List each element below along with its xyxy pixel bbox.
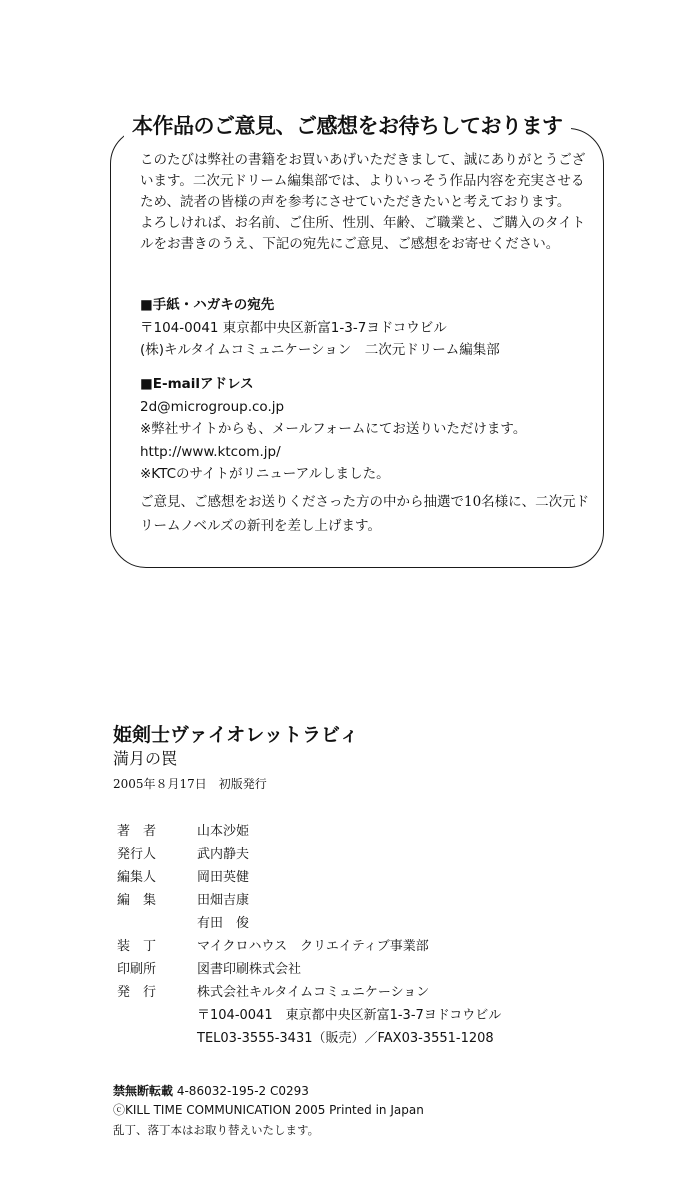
credit-label: 装 丁 xyxy=(117,939,157,954)
copyright: ⓒKILL TIME COMMUNICATION 2005 Printed in Japan xyxy=(113,1103,424,1117)
credit-row xyxy=(117,843,501,866)
email-note-form: ※弊社サイトからも、メールフォームにてお送りいただけます。 xyxy=(140,421,527,437)
isbn-line xyxy=(113,1082,424,1101)
mail-section xyxy=(140,294,500,362)
credit-row xyxy=(117,912,501,935)
credit-value: 〒104-0041 東京都中央区新富1-3-7ヨドコウビル xyxy=(197,1008,502,1023)
feedback-intro xyxy=(140,150,590,255)
credit-label: 編 集 xyxy=(117,893,157,908)
email-address: 2d@microgroup.co.jp xyxy=(140,398,285,415)
credit-label: 発 行 xyxy=(117,985,157,1000)
errata-note: 乱丁、落丁本はお取り替えいたします。 xyxy=(113,1123,320,1137)
email-section xyxy=(140,373,526,486)
credit-row xyxy=(117,958,501,981)
credit-label: 編集人 xyxy=(117,870,157,885)
credit-label xyxy=(117,1004,197,1027)
book-title: 姫剣士ヴァイオレットラビィ xyxy=(113,724,359,746)
credit-value: 田畑吉康 xyxy=(197,893,250,908)
mail-recipient: (株)キルタイムコミュニケーション 二次元ドリーム編集部 xyxy=(140,342,500,358)
credit-label xyxy=(117,1027,197,1050)
credit-value: 武内静夫 xyxy=(197,847,250,862)
publication-date: 2005年８月17日 初版発行 xyxy=(113,777,267,791)
credit-value: 岡田英健 xyxy=(197,870,250,885)
email-note-renewal: ※KTCのサイトがリニューアルしました。 xyxy=(140,466,390,482)
credits-list xyxy=(117,820,501,1050)
credit-value: 図書印刷株式会社 xyxy=(197,962,302,977)
credit-row xyxy=(117,1004,501,1027)
credit-row xyxy=(117,889,501,912)
mail-address: 〒104-0041 東京都中央区新富1-3-7ヨドコウビル xyxy=(140,319,447,336)
intro-paragraph-2: よろしければ、お名前、ご住所、性別、年齢、ご職業と、ご購入のタイトルをお書きのうえ、下記の宛先にご意見、ご感想をお寄せください。 xyxy=(140,215,586,252)
credit-value: マイクロハウス クリエイティブ事業部 xyxy=(197,939,429,954)
no-reprint-label: 禁無断転載 xyxy=(113,1084,174,1098)
credit-row xyxy=(117,866,501,889)
credit-value: 株式会社キルタイムコミュニケーション xyxy=(197,985,430,1000)
email-heading: ■E-mailアドレス xyxy=(140,376,254,392)
credit-label: 著 者 xyxy=(117,824,157,839)
credit-row xyxy=(117,981,501,1004)
isbn: 4-86032-195-2 C0293 xyxy=(176,1084,309,1098)
lottery-note: ご意見、ご感想をお送りくださった方の中から抽選で10名様に、二次元ドリームノベルズの新刊を差し上げます。 xyxy=(140,494,590,534)
book-subtitle: 満月の罠 xyxy=(113,749,178,768)
credit-value: 有田 俊 xyxy=(197,916,250,931)
credit-label: 発行人 xyxy=(117,847,157,862)
credit-label: 印刷所 xyxy=(117,962,157,977)
publication-footer xyxy=(113,1082,424,1120)
credit-row xyxy=(117,1027,501,1050)
credit-value: 山本沙姫 xyxy=(197,824,250,839)
mail-heading: ■手紙・ハガキの宛先 xyxy=(140,297,275,313)
credit-value: TEL03-3555-3431（販売）／FAX03-3551-1208 xyxy=(197,1031,494,1046)
website-url: http://www.ktcom.jp/ xyxy=(140,443,281,460)
feedback-title: 本作品のご意見、ご感想をお待ちしております xyxy=(124,110,571,140)
credit-row xyxy=(117,820,501,843)
intro-paragraph-1: このたびは弊社の書籍をお買いあげいただきまして、誠にありがとうございます。二次元ドリーム編集部では、よりいっそう作品内容を充実させるため、読者の皆様の声を参考にさせていただきたいと考えております。 xyxy=(140,152,586,210)
credit-row xyxy=(117,935,501,958)
credit-label xyxy=(117,912,197,935)
